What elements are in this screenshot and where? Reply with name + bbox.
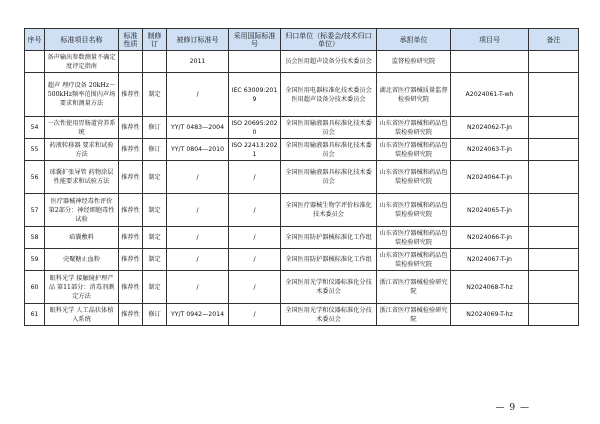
responsible-org-cell: 山东省医疗器械和药品包装检验研究院 <box>377 249 451 271</box>
standard-name-cell: 医疗器械神经毒性评价 第2部分：神经细胞毒性试验 <box>45 194 119 227</box>
international-standard-cell: / <box>229 271 281 304</box>
row-number-cell: 56 <box>25 161 45 194</box>
international-standard-cell: ISO 20695:2020 <box>229 117 281 139</box>
nature-cell: 推荐性 <box>119 161 143 194</box>
header-cell: 制修订 <box>143 29 167 51</box>
remark-cell <box>529 161 579 194</box>
project-id-cell: N2024069-T-hz <box>451 304 529 326</box>
technical-committee-cell: 全国医用输液器具标准化技术委员会 <box>281 117 377 139</box>
nature-cell: 推荐性 <box>119 117 143 139</box>
standard-name-cell: 球囊扩张导管 药物涂层性能要求和试验方法 <box>45 161 119 194</box>
technical-committee-cell: 全国医用电器标准化技术委员会医用超声设备分技术委员会 <box>281 73 377 117</box>
row-number-cell: 57 <box>25 194 45 227</box>
remark-cell <box>529 73 579 117</box>
responsible-org-cell: 山东省医疗器械和药品包装检验研究院 <box>377 117 451 139</box>
header-row <box>25 29 579 51</box>
project-id-cell: N2024062-T-jn <box>451 117 529 139</box>
header-cell: 承担单位 <box>377 29 451 51</box>
revision-type-cell: 制定 <box>143 194 167 227</box>
responsible-org-cell: 山东省医疗器械和药品包装检验研究院 <box>377 194 451 227</box>
header-cell: 序号 <box>25 29 45 51</box>
project-id-cell: N2024065-T-jn <box>451 194 529 227</box>
replaced-standard-cell: YY/T 0942—2014 <box>167 304 229 326</box>
international-standard-cell: / <box>229 304 281 326</box>
header-cell: 标准项目名称 <box>45 29 119 51</box>
responsible-org-cell: 浙江省医疗器械检验研究院 <box>377 304 451 326</box>
international-standard-cell: IEC 63009:2019 <box>229 73 281 117</box>
page-number: — 9 — <box>495 403 530 413</box>
responsible-org-cell: 山东省医疗器械和药品包装检验研究院 <box>377 139 451 161</box>
project-id-cell: N2024063-T-jn <box>451 139 529 161</box>
responsible-org-cell: 湖北省医疗器械质量监督检验研究院 <box>377 73 451 117</box>
project-id-cell <box>451 51 529 73</box>
international-standard-cell <box>229 51 281 73</box>
row-number-cell <box>25 73 45 117</box>
table-row <box>25 304 579 326</box>
technical-committee-cell: 全国医用输液器具标准化技术委员会 <box>281 161 377 194</box>
standard-name-cell: 眼科光学 人工晶状体植入系统 <box>45 304 119 326</box>
international-standard-cell: / <box>229 194 281 227</box>
remark-cell <box>529 249 579 271</box>
standard-name-cell: 一次性使用胃肠道营养系统 <box>45 117 119 139</box>
project-id-cell: N2024068-T-hz <box>451 271 529 304</box>
responsible-org-cell: 监督检验研究院 <box>377 51 451 73</box>
remark-cell <box>529 51 579 73</box>
revision-type-cell: 修订 <box>143 117 167 139</box>
remark-cell <box>529 271 579 304</box>
technical-committee-cell: 全国医用光学和仪器标准化分技术委员会 <box>281 304 377 326</box>
replaced-standard-cell: / <box>167 73 229 117</box>
remark-cell <box>529 194 579 227</box>
revision-type-cell: 制定 <box>143 271 167 304</box>
nature-cell: 推荐性 <box>119 304 143 326</box>
header-cell: 备注 <box>529 29 579 51</box>
revision-type-cell: 制定 <box>143 161 167 194</box>
technical-committee-cell: 全国医用防护器械标准化工作组 <box>281 249 377 271</box>
project-id-cell: N2024067-T-jn <box>451 249 529 271</box>
table-row <box>25 271 579 304</box>
technical-committee-cell: 全国医用光学和仪器标准化分技术委员会 <box>281 271 377 304</box>
table-row <box>25 249 579 271</box>
technical-committee-cell: 员会医用超声设备分技术委员会 <box>281 51 377 73</box>
replaced-standard-cell: / <box>167 249 229 271</box>
row-number-cell: 58 <box>25 227 45 249</box>
standard-name-cell: 药液转移器 要求和试验方法 <box>45 139 119 161</box>
header-cell: 项目号 <box>451 29 529 51</box>
remark-cell <box>529 227 579 249</box>
header-cell: 被修订标准号 <box>167 29 229 51</box>
project-id-cell: N2024064-T-jn <box>451 161 529 194</box>
responsible-org-cell: 浙江省医疗器械检验研究院 <box>377 271 451 304</box>
table-row <box>25 139 579 161</box>
standard-name-cell: 眼科光学 接触镜护理产品 第11部分：消毒剂测定方法 <box>45 271 119 304</box>
international-standard-cell: ISO 22413:2021 <box>229 139 281 161</box>
remark-cell <box>529 117 579 139</box>
row-number-cell: 59 <box>25 249 45 271</box>
remark-cell <box>529 304 579 326</box>
table-row <box>25 227 579 249</box>
revision-type-cell: 制定 <box>143 249 167 271</box>
technical-committee-cell: 全国医用防护器械标准化工作组 <box>281 227 377 249</box>
responsible-org-cell: 山东省医疗器械和药品包装检验研究院 <box>377 227 451 249</box>
header-cell: 归口单位（标委会/技术归口单位） <box>281 29 377 51</box>
table-row <box>25 117 579 139</box>
standard-name-cell: 疝囊敷料 <box>45 227 119 249</box>
table-row <box>25 194 579 227</box>
replaced-standard-cell: YY/T 0804—2010 <box>167 139 229 161</box>
row-number-cell: 54 <box>25 117 45 139</box>
replaced-standard-cell: / <box>167 161 229 194</box>
standards-table <box>24 28 579 326</box>
table-row <box>25 73 579 117</box>
nature-cell: 推荐性 <box>119 194 143 227</box>
revision-type-cell <box>143 51 167 73</box>
nature-cell: 推荐性 <box>119 73 143 117</box>
header-cell: 标准性质 <box>119 29 143 51</box>
standard-name-cell: 壳聚糖止血粉 <box>45 249 119 271</box>
remark-cell <box>529 139 579 161</box>
table-body <box>25 51 579 326</box>
project-id-cell: A2024061-T-wh <box>451 73 529 117</box>
standard-name-cell: 备声输出参数测量不确定度评定指南 <box>45 51 119 73</box>
nature-cell: 推荐性 <box>119 271 143 304</box>
revision-type-cell: 制定 <box>143 73 167 117</box>
technical-committee-cell: 全国医用输液器具标准化技术委员会 <box>281 139 377 161</box>
nature-cell: 推荐性 <box>119 249 143 271</box>
row-number-cell: 60 <box>25 271 45 304</box>
table-row <box>25 51 579 73</box>
nature-cell: 推荐性 <box>119 227 143 249</box>
replaced-standard-cell: YY/T 0483—2004 <box>167 117 229 139</box>
replaced-standard-cell: / <box>167 227 229 249</box>
row-number-cell: 55 <box>25 139 45 161</box>
row-number-cell: 61 <box>25 304 45 326</box>
project-id-cell: N2024066-T-jn <box>451 227 529 249</box>
revision-type-cell: 制定 <box>143 227 167 249</box>
revision-type-cell: 修订 <box>143 139 167 161</box>
standard-name-cell: 超声 理疗设备 20kHz～500kHz频率范围内声场要求和测量方法 <box>45 73 119 117</box>
replaced-standard-cell: / <box>167 194 229 227</box>
nature-cell <box>119 51 143 73</box>
responsible-org-cell: 山东省医疗器械和药品包装检验研究院 <box>377 161 451 194</box>
replaced-standard-cell: 2011 <box>167 51 229 73</box>
row-number-cell <box>25 51 45 73</box>
table-row <box>25 161 579 194</box>
header-cell: 采用国际标准号 <box>229 29 281 51</box>
revision-type-cell: 修订 <box>143 304 167 326</box>
international-standard-cell: / <box>229 249 281 271</box>
international-standard-cell: / <box>229 227 281 249</box>
technical-committee-cell: 全国医疗器械生物学评价标准化技术委员会 <box>281 194 377 227</box>
international-standard-cell: / <box>229 161 281 194</box>
nature-cell: 推荐性 <box>119 139 143 161</box>
replaced-standard-cell: / <box>167 271 229 304</box>
